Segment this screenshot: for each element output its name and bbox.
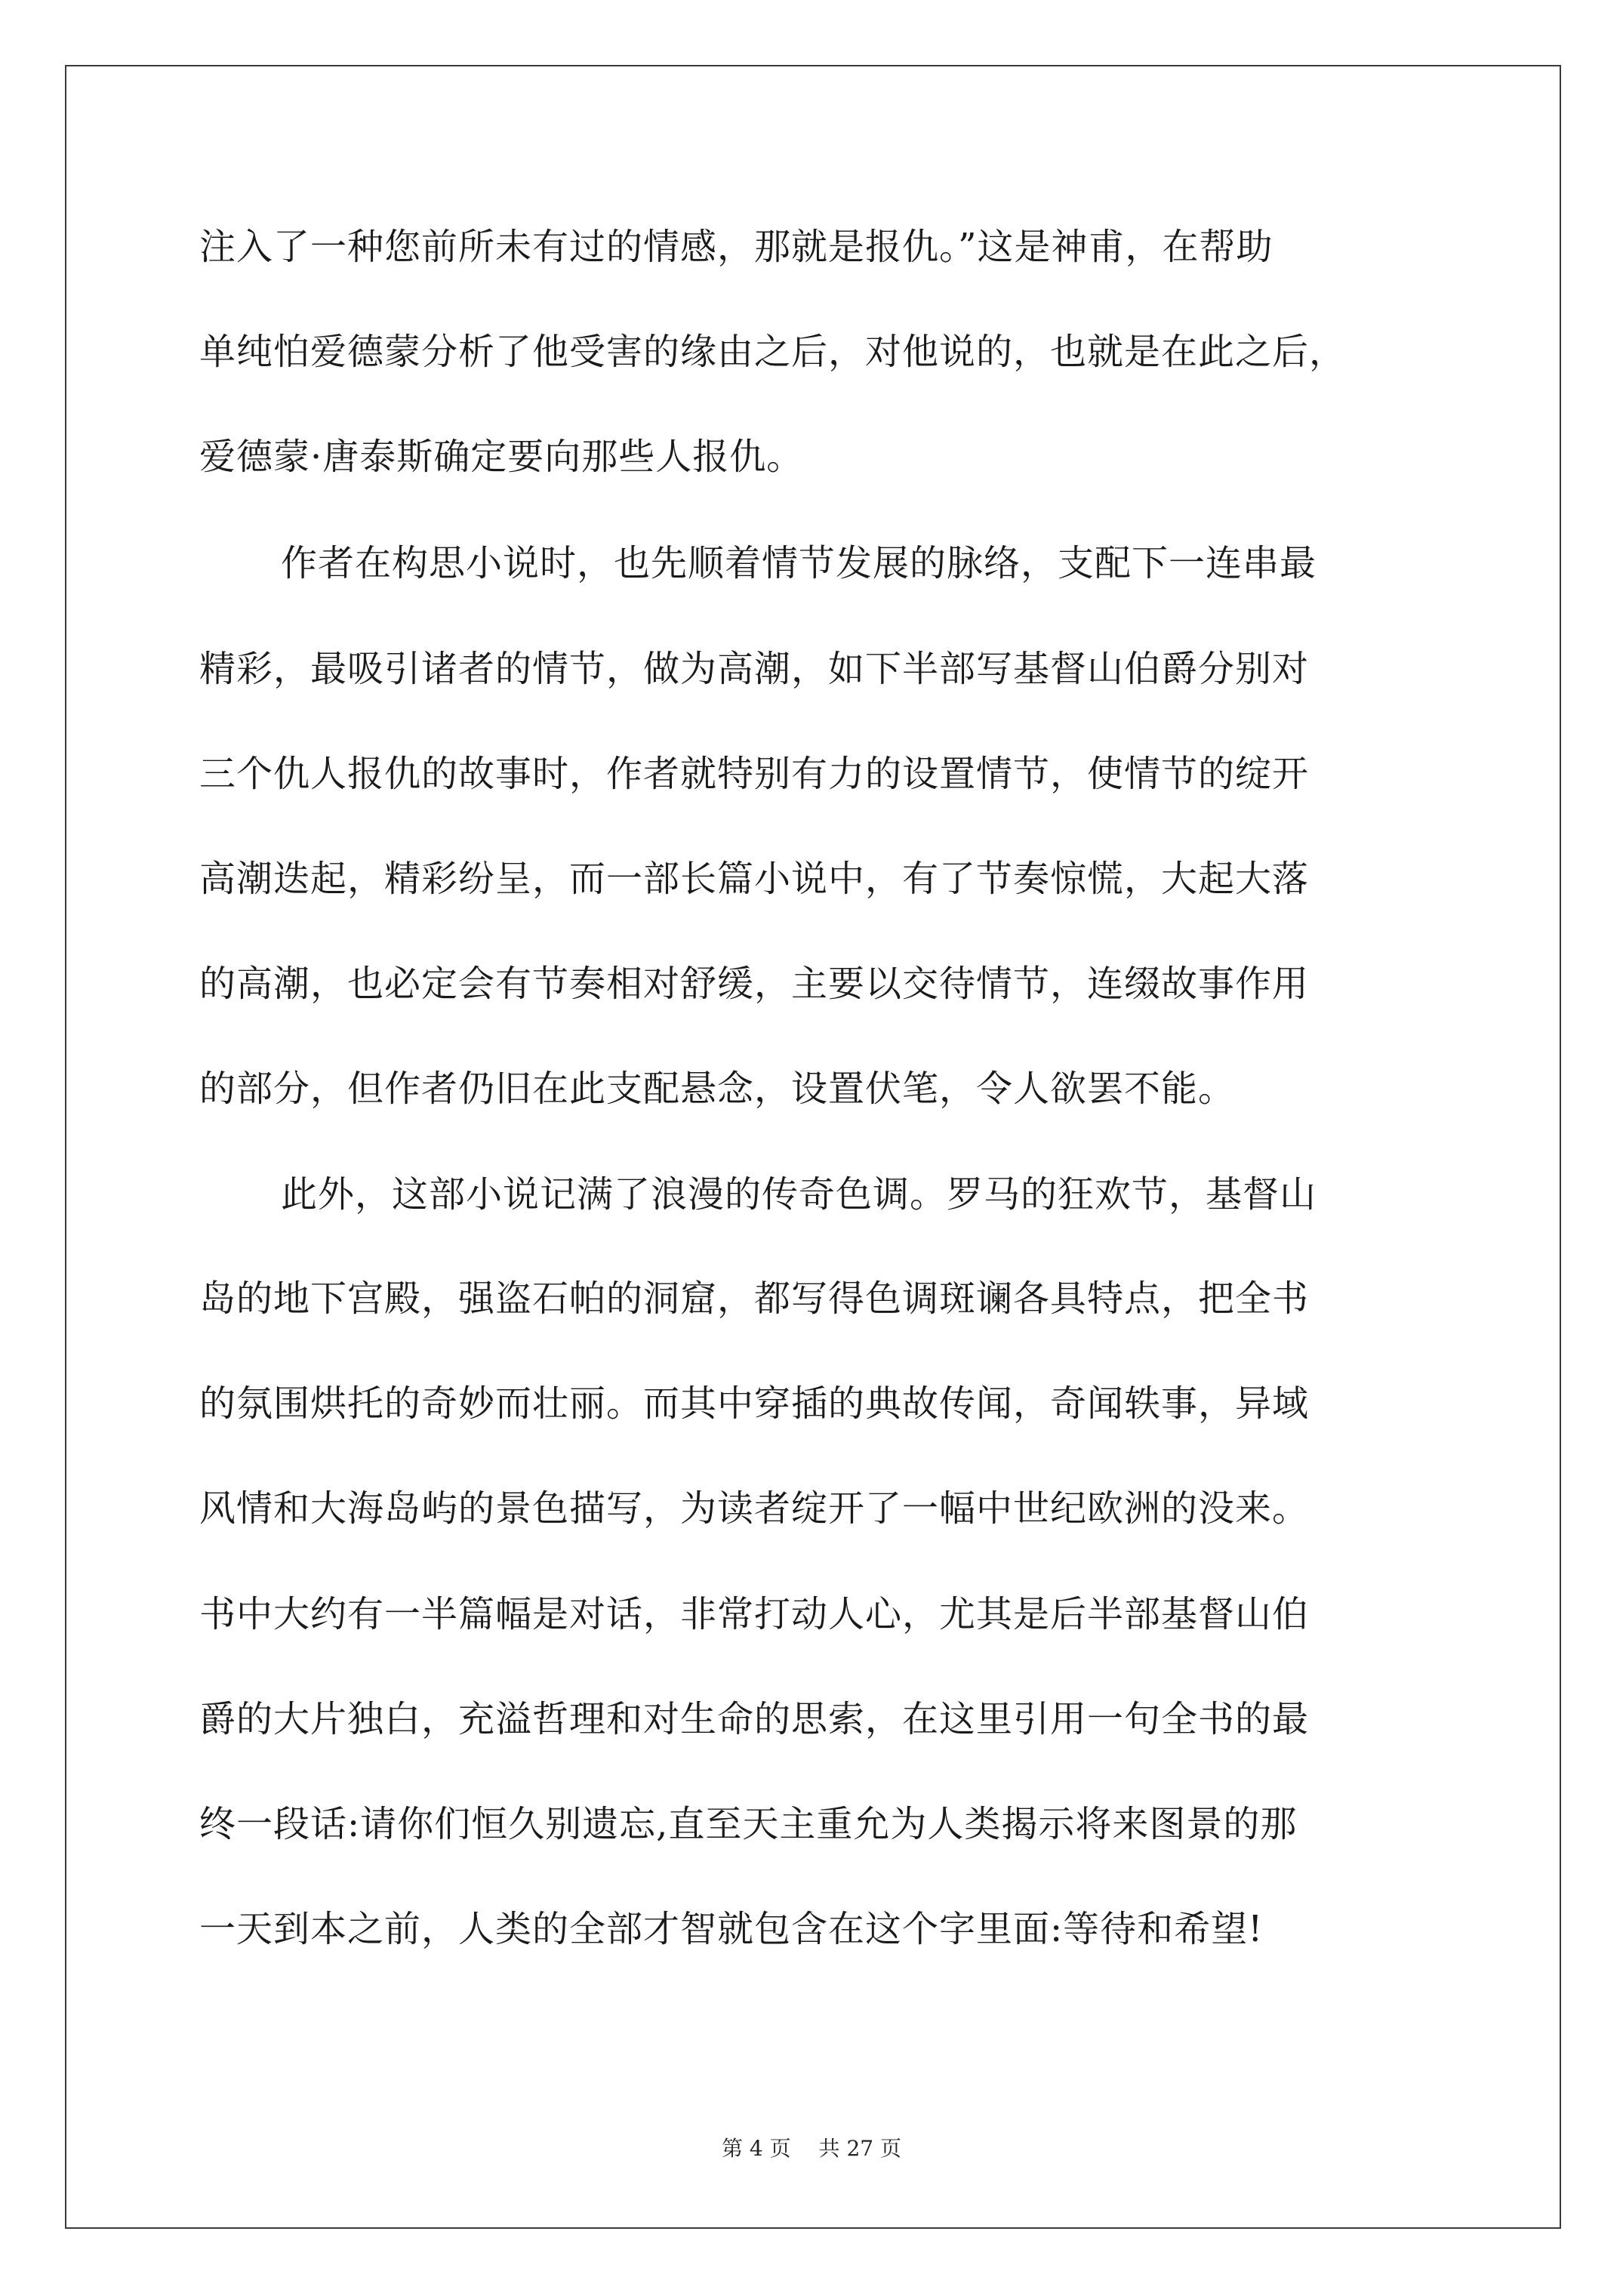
page-total: 共 27 页 [818, 2136, 901, 2161]
text-line: 书中大约有一半篇幅是对话，非常打动人心，尤其是后半部基督山伯 [199, 1593, 1310, 1635]
text-line: 注入了一种您前所未有过的情感，那就是报仇。”这是神甫，在帮助 [199, 226, 1273, 268]
text-line: 终一段话:请你们恒久别遗忘,直至天主重允为人类揭示将来图景的那 [199, 1803, 1298, 1845]
page-border [65, 65, 1561, 2229]
paragraph-start-line: 作者在构思小说时，也先顺着情节发展的脉络，支配下一连串最 [281, 542, 1317, 584]
text-line: 爵的大片独白，充溢哲理和对生命的思索，在这里引用一句全书的最 [199, 1698, 1310, 1740]
text-line: 单纯怕爱德蒙分析了他受害的缘由之后，对他说的，也就是在此之后， [199, 331, 1347, 373]
text-line: 爱德蒙·唐泰斯确定要向那些人报仇。 [199, 436, 804, 478]
page-number: 第 4 页 [722, 2136, 791, 2161]
text-line: 的部分，但作者仍旧在此支配悬念，设置伏笔，令人欲罢不能。 [199, 1068, 1236, 1110]
text-line: 的氛围烘托的奇妙而壮丽。而其中穿插的典故传闻，奇闻轶事，异域 [199, 1382, 1310, 1425]
text-line: 精彩，最吸引诸者的情节，做为高潮，如下半部写基督山伯爵分别对 [199, 648, 1310, 690]
paragraph-start-line: 此外，这部小说记满了浪漫的传奇色调。罗马的狂欢节，基督山 [281, 1173, 1317, 1216]
text-line: 高潮迭起，精彩纷呈，而一部长篇小说中，有了节奏惊慌，大起大落 [199, 858, 1310, 900]
text-line: 风情和大海岛屿的景色描写，为读者绽开了一幅中世纪欧洲的没来。 [199, 1487, 1310, 1530]
page-footer [0, 2135, 1623, 2162]
text-line: 一天到本之前，人类的全部才智就包含在这个字里面:等待和希望! [199, 1908, 1264, 1950]
text-line: 的高潮，也必定会有节奏相对舒缓，主要以交待情节，连缀故事作用 [199, 963, 1310, 1005]
text-line: 三个仇人报仇的故事时，作者就特别有力的设置情节，使情节的绽开 [199, 753, 1310, 795]
text-line: 岛的地下宫殿，强盗石帕的洞窟，都写得色调斑谰各具特点，把全书 [199, 1277, 1310, 1320]
